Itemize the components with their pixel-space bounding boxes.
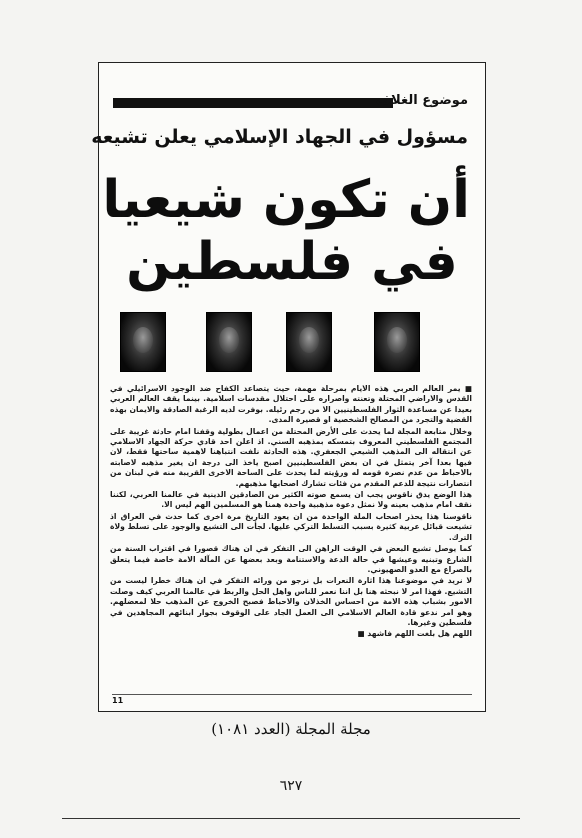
headline-line-2: في فلسطين [126,232,458,292]
article-subtitle: مسؤول في الجهاد الإسلامي يعلن تشيعه [91,126,468,148]
portrait-photo-3 [286,312,332,372]
body-paragraph: وخلال متابعة المجلة لما يحدث على الأرض المحتلة من اعمال بطولية وقفنا امام حادثة غريبة على المجتمع الفلسطيني المعروف بتمسكه بمذهبه السني. اذ اعلن احد قادي حركة الجهاد الاسلامي عن انتقاله الى المذهب الشيعي الجعفري. هذه الحادثة نلفت انتباهنا لاهمية ساحتها فقط، لان فيها بعدا آخر يتمثل في ان بعض الفلسطينيين اصبح ياخذ الى درجة ان يغير مذهبه لاصابته بالاحباط من عدم نصرة قومه له ورؤيته لما يحدث على الساحة الاخرى القريبة منه في لبنان من انتصارات نتيجة للدعم المقدم من فئات تشارك اصحابها مذهبهم. [110,426,472,488]
page-number: ٦٢٧ [279,778,303,794]
body-paragraph: كما يوصل تشيع البعض في الوقت الراهن الى التفكر في ان هناك قصورا في اقتراب السنة من الشارع وتبنيه وعيشها في حالة الدعة والاستنامة وبعد بعضها عن المآلة الامة خاصة فيما يتعلق بالصراع مع العدو الصهيوني. [110,544,472,574]
body-paragraph: لا نريد في موضوعنا هذا اثارة النعرات بل نرجو من ورائه التفكر في ان هناك خطرا ليست من التشيع. فهذا امر لا نبحثه هنا بل اننا نعمر للناس واهل الحل والربط في عالمنا العربي كيف وصلت الامور بشباب هذه الامة من احساس الخذلان والاحباط فصبح الخروج عن المذهب حلا لمعضلهم. وهو امر ندعو قادة العالم الاسلامي الى العمل الجاد على الوقوف بجوار ابنائهم المجاهدين في فلسطين وغيرها. [110,576,472,627]
photo-strip [118,312,466,372]
section-bar-rule [113,98,393,108]
portrait-photo-2 [206,312,252,372]
section-header [113,93,468,110]
body-paragraph: ناقوسنا هذا يحذر اصحاب الملة الواحدة من ان يعود التاريخ مرة اخرى كما حدث في العراق اذ تشيعت قبائل عربية كثيرة بسبب التسلط التركي عليها. لجأت الى التشيع والوجود على تسلط ولاة الترك. [110,511,472,542]
bottom-rule [62,818,520,819]
portrait-photo-1 [120,312,166,372]
article-body [110,384,472,676]
folio-number: 11 [112,696,124,705]
section-label: موضوع الغلاف [376,93,468,108]
headline-line-1: أن تكون شيعيا [102,170,470,230]
body-paragraph: هذا الوضع يدق ناقوس يجب ان يسمع صوته الكثير من الصادقين الدينية في عالمنا العربي، لكننا نقف امام مذهب بعينه ولا نمثل دعوة مذهبية واحدة همنا هو المسلمين الهم ليس الا. [110,490,472,510]
portrait-photo-4 [374,312,420,372]
body-paragraph: اللهم هل بلغت اللهم فاشهد ■ [357,629,472,639]
source-caption: مجلة المجلة (العدد ١٠٨١) [211,720,371,738]
page-folio [112,694,472,705]
body-paragraph: ■ يمر العالم العربي هذه الايام بمرحلة مهمة، حيث يتصاعد الكفاح ضد الوجود الاسرائيلي في القدس والاراضي المحتلة وتعنته واصراره على احتلال مقدسات اسلامية. بينما يقف العالم العربي بعيدا عن مساعدة الثوار الفلسطينيين الا من رجم رئيله. بوفرت لديه الرغبة الصادقة والايمان بهذه القضية والتجرد من المصالح الشخصية او قصيرة المدى. [110,384,472,425]
